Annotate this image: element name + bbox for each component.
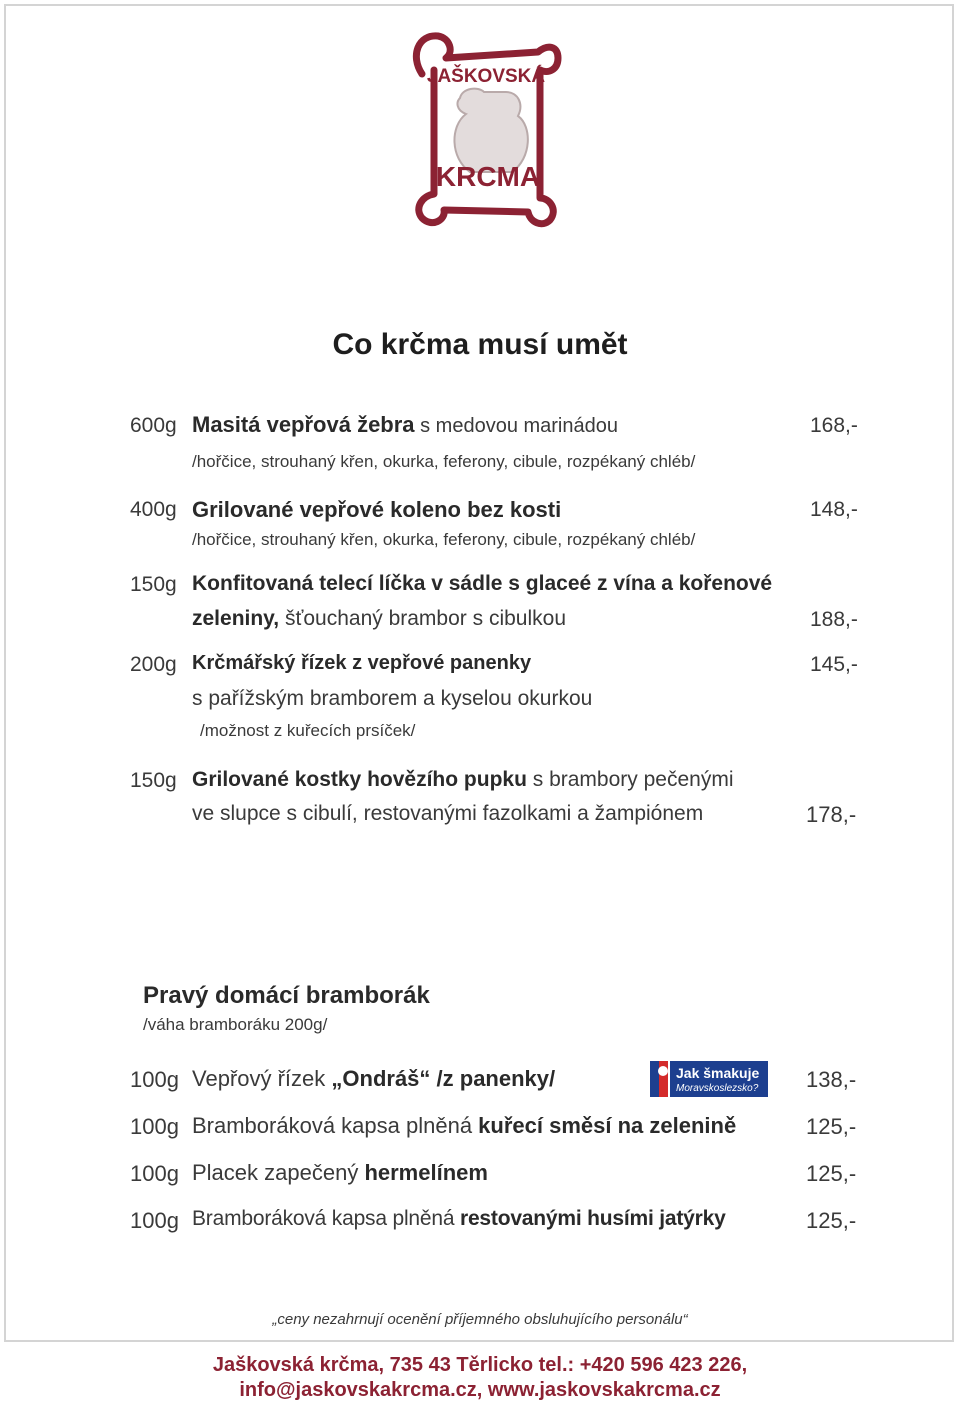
item-price: 145,-	[810, 653, 858, 676]
bramborak-weight-note: /váha bramboráku 200g/	[143, 1015, 328, 1034]
item-name-line2: ve slupce s cibulí, restovanými fazolkami a žampiónem	[192, 802, 704, 825]
item-price: 148,-	[810, 498, 858, 521]
item-name: Vepřový řízek „Ondráš“ /z panenky/	[192, 1066, 556, 1091]
item-weight: 150g	[130, 573, 177, 596]
item-price: 188,-	[810, 608, 858, 631]
item-price: 125,-	[806, 1114, 857, 1139]
item-price: 168,-	[810, 414, 858, 437]
item-price: 138,-	[806, 1067, 857, 1092]
service-footnote: „ceny nezahrnují ocenění příjemného obsluhujícího personálu“	[272, 1311, 688, 1328]
jak-smakuje-badge	[650, 1057, 768, 1101]
item-weight: 100g	[130, 1114, 179, 1139]
item-weight: 400g	[130, 498, 177, 521]
item-name: Bramboráková kapsa plněná kuřecí směsí na zelenině	[192, 1113, 737, 1138]
item-note: /možnost z kuřecích prsíček/	[200, 721, 416, 740]
item-name-line2: s pařížským bramborem a kyselou okurkou	[192, 687, 593, 710]
item-weight: 100g	[130, 1161, 179, 1186]
item-name: Bramboráková kapsa plněná restovanými husími jatýrky	[192, 1207, 726, 1230]
item-weight: 100g	[130, 1067, 179, 1092]
item-weight: 100g	[130, 1208, 179, 1233]
item-price: 125,-	[806, 1208, 857, 1233]
item-price: 125,-	[806, 1161, 857, 1186]
item-weight: 600g	[130, 414, 177, 437]
item-weight: 200g	[130, 653, 177, 676]
item-sides: /hořčice, strouhaný křen, okurka, feferony, cibule, rozpékaný chléb/	[192, 530, 696, 549]
contact-address: Jaškovská krčma, 735 43 Těrlicko tel.: +420 596 423 226,	[212, 1354, 748, 1376]
item-name: Krčmářský řízek z vepřové panenky	[192, 652, 532, 674]
item-price: 178,-	[806, 802, 857, 827]
item-name: Grilované kostky hovězího pupku s brambory pečenými	[192, 768, 734, 791]
item-name: Placek zapečený hermelínem	[192, 1160, 488, 1185]
badge-text-top: Jak šmakuje	[676, 1065, 760, 1081]
restaurant-logo	[400, 26, 565, 236]
bramborak-section-title: Pravý domácí bramborák	[143, 982, 430, 1009]
item-weight: 150g	[130, 769, 177, 792]
menu-section-title: Co krčma musí umět	[332, 328, 628, 361]
item-name: Konfitovaná telecí líčka v sádle s glaceé z vína a kořenové	[192, 572, 773, 595]
item-sides: /hořčice, strouhaný křen, okurka, feferony, cibule, rozpékaný chléb/	[192, 452, 696, 471]
item-name: Grilované vepřové koleno bez kosti	[192, 497, 562, 522]
item-name: Masitá vepřová žebra s medovou marinádou	[192, 412, 618, 437]
badge-text-bottom: Moravskoslezsko?	[676, 1083, 759, 1094]
contact-web: info@jaskovskakrcma.cz, www.jaskovskakrcma.cz	[239, 1379, 721, 1401]
logo-text-bottom: KRCMA	[435, 161, 541, 192]
item-name-line2: zeleniny, šťouchaný brambor s cibulkou	[192, 607, 566, 630]
logo-text-top: JAŠKOVSKÁ	[426, 66, 546, 87]
